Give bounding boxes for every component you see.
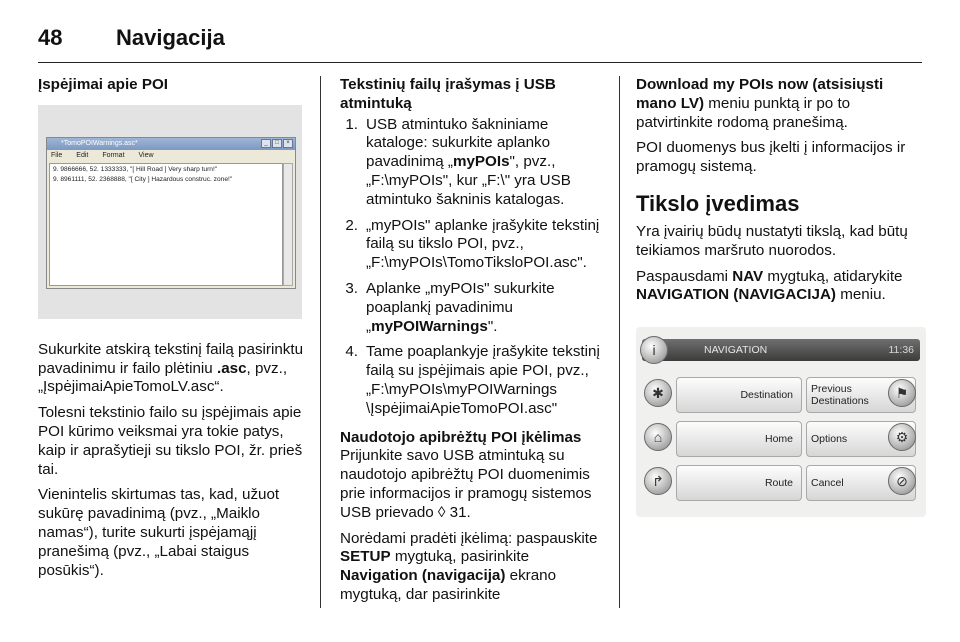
- text: Norėdami pradėti įkėlimą: paspauskite: [340, 529, 598, 547]
- minimize-icon: _: [261, 139, 271, 148]
- text: „myPOIs" aplanke įrašykite tekstinį failą su tikslo POI, pvz., „F:\myPOIs\TomoTiksloPOI.asc".: [366, 216, 600, 272]
- column-divider: [320, 76, 321, 608]
- menu-view: View: [138, 151, 154, 159]
- text: ekrano mygtuką, dar pasirinkite: [340, 567, 557, 603]
- column-1: [38, 76, 310, 587]
- close-icon: ×: [283, 139, 293, 148]
- menu-edit: Edit: [76, 151, 89, 159]
- window-titlebar: [47, 138, 295, 150]
- text-line: 9. 9866666, 52. 1333333, "[ Hill Road ] Very sharp turn!": [53, 165, 218, 173]
- paragraph: Yra įvairių būdų nustatyti tikslą, kad būtų teikiamos maršruto nuorodos.: [636, 222, 908, 259]
- header-rule: [38, 62, 922, 63]
- step-number: 1.: [345, 115, 358, 133]
- chapter-title: Navigacija: [116, 25, 225, 50]
- text-content: [49, 163, 283, 286]
- home-button: [676, 421, 802, 457]
- text-bold: myPOIWarnings: [371, 317, 488, 335]
- window-menubar: [47, 150, 295, 162]
- button-label: Home: [764, 433, 793, 446]
- text-bold: NAVIGATION (NAVIGACIJA): [636, 286, 836, 304]
- paragraph: Vienintelis skirtumas tas, kad, užuot sukūrę pavadinimą (pvz., „Maiklo namas“), turite sukurti įspėjamąjį pranešimą (pvz., „Labai staigus posūkis“).: [38, 486, 280, 579]
- step-number: 2.: [345, 216, 358, 234]
- text-bold: NAV: [732, 267, 764, 285]
- info-icon: i: [640, 336, 668, 364]
- text: Destinations: [811, 395, 869, 408]
- text: mygtuką, pasirinkite: [390, 548, 530, 566]
- notepad-screenshot: [38, 105, 302, 319]
- list-item: [340, 217, 608, 273]
- button-label: [811, 383, 869, 407]
- text: Previous: [811, 383, 852, 396]
- button-label: Options: [811, 433, 848, 446]
- button-label: Cancel: [811, 477, 844, 490]
- window-title: *TomoPOIWarnings.asc*: [61, 139, 138, 147]
- text: Paspausdami: [636, 267, 733, 285]
- route-icon: ↱: [644, 467, 672, 495]
- text: mygtuką, atidarykite: [763, 267, 903, 285]
- paragraph: [636, 76, 926, 132]
- paragraph: Tolesni tekstinio failo su įspėjimais apie POI kūrimo veiksmai yra tokie patys, kaip ir aprašytieji su tikslo POI, žr. prieš tai.: [38, 404, 303, 478]
- paragraph: [636, 268, 926, 306]
- text-bold: Download my POIs now (atsisiųsti mano LV): [636, 76, 884, 112]
- button-label: Route: [764, 477, 793, 490]
- section-heading: Naudotojo apibrėžtų POI įkėlimas: [340, 428, 582, 446]
- text: ", pvz., „F:\myPOIs", kur „F:\" yra USB atmintuko šakninis katalogas.: [366, 153, 571, 208]
- navigation-menu-screenshot: [636, 327, 926, 517]
- text-bold: SETUP: [340, 548, 391, 566]
- home-icon: ⌂: [644, 423, 672, 451]
- text-bold: myPOIs: [452, 153, 510, 171]
- previous-destinations-icon: ⚑: [888, 379, 916, 407]
- clock: 11:36: [888, 344, 914, 357]
- nav-title-bar: [642, 339, 920, 361]
- paragraph: Prijunkite savo USB atmintuką su naudotojo apibrėžtų POI duomenimis prie informacijos ir pramogų sistemos USB prievado ◊ 31.: [340, 447, 592, 521]
- menu-format: Format: [102, 151, 125, 159]
- text: ".: [487, 317, 498, 335]
- paragraph: POI duomenys bus įkelti į informacijos ir pramogų sistemą.: [636, 139, 906, 176]
- text: Sukurkite atskirą tekstinį failą pasirinktu pavadinimu ir failo plėtiniu: [38, 340, 304, 377]
- text: Tame poaplankyje įrašykite tekstinį failą su įspėjimais apie POI, pvz., „F:\myPOIs\myPOIWarnings \ĮspėjimaiApieTomoPOI.asc": [366, 343, 600, 417]
- column-2: [340, 76, 608, 612]
- step-number: 4.: [345, 343, 358, 361]
- cancel-route-icon: ⊘: [888, 467, 916, 495]
- steps-list: [340, 116, 608, 419]
- text: USB atmintuko šakniniame kataloge: sukurkite aplanko pavadinimą „: [366, 115, 551, 171]
- destination-button: [676, 377, 802, 413]
- section-heading: Tekstinių failų įrašymas į USB atmintuką: [340, 76, 556, 112]
- list-item: [340, 116, 608, 210]
- scrollbar: [283, 163, 293, 286]
- text-bold: Navigation (navigacija): [340, 567, 506, 585]
- maximize-icon: □: [272, 139, 282, 148]
- button-label: Destination: [740, 389, 793, 402]
- list-item: [340, 343, 608, 418]
- page-header: [38, 18, 225, 58]
- text: meniu.: [835, 286, 886, 304]
- file-extension: .asc: [216, 359, 247, 377]
- list-item: [340, 280, 608, 336]
- step-number: 3.: [345, 279, 358, 297]
- column-3: [636, 76, 926, 517]
- gear-icon: ⚙: [888, 423, 916, 451]
- section-title: Tikslo įvedimas: [636, 190, 800, 216]
- nav-title: NAVIGATION: [704, 344, 768, 357]
- paragraph: [340, 530, 608, 605]
- text-line: 9. 8961111, 52. 2368888, "[ City ] Hazardous construc. zone!": [53, 175, 233, 183]
- text: , pvz., „ĮspėjimaiApieTomoLV.asc“.: [38, 359, 288, 396]
- menu-file: File: [51, 151, 63, 159]
- section-heading: Įspėjimai apie POI: [38, 76, 168, 93]
- route-button: [676, 465, 802, 501]
- paragraph: [38, 341, 310, 397]
- text: meniu punktą ir po to patvirtinkite rodomą pranešimą.: [636, 94, 851, 131]
- page-number: 48: [38, 25, 63, 50]
- notepad-window: [46, 137, 296, 289]
- keypad-icon: ✱: [644, 379, 672, 407]
- column-divider: [619, 76, 620, 608]
- text: Aplanke „myPOIs" sukurkite poaplankį pavadinimu „: [366, 279, 555, 335]
